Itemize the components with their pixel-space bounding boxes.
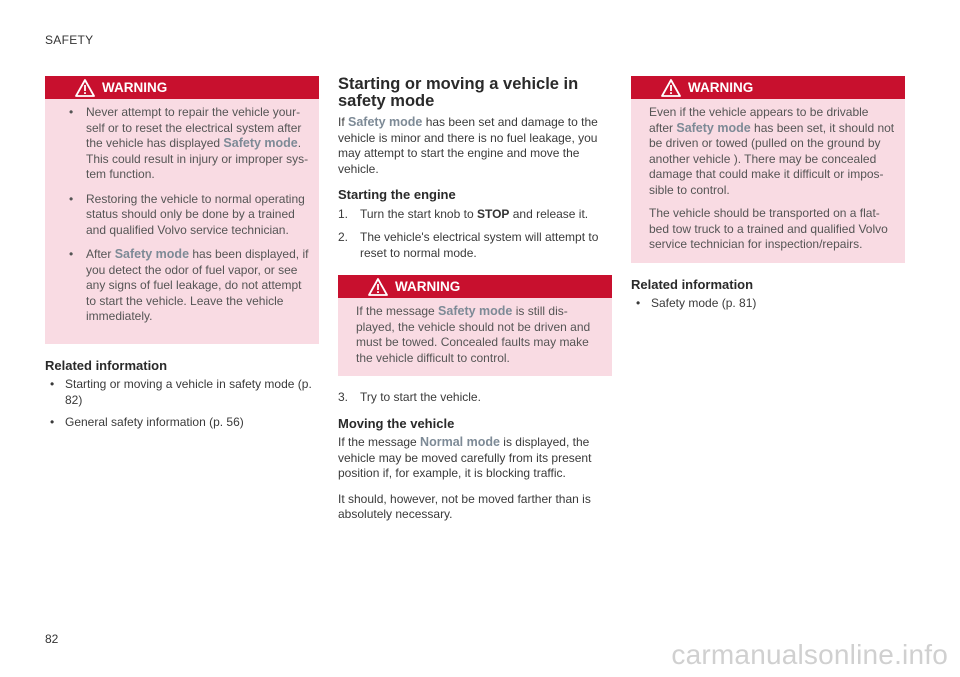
page-title: Starting or moving a vehicle in safety mode (338, 75, 579, 110)
related-information (631, 277, 905, 312)
intro-paragraph: If Safety mode has been set and damage to the vehicle is minor and there is no fuel leakage, you may attempt to start the engine and move the vehicle. (338, 115, 598, 176)
warning-title: WARNING (395, 278, 461, 294)
related-link[interactable]: • General safety information (p. 56) (45, 415, 319, 431)
moving-paragraph: It should, however, not be moved farther than is absolutely necessary. (338, 491, 591, 521)
step-item: 3. Try to start the vehicle. (338, 390, 481, 404)
safety-mode-term: Safety mode (223, 136, 298, 150)
warning-title: WARNING (688, 79, 754, 95)
related-link[interactable]: • Starting or moving a vehicle in safety mode (p. 82) (45, 377, 319, 408)
column-left (45, 76, 319, 431)
safety-mode-term: Safety mode (438, 304, 513, 318)
warning-box (338, 275, 612, 376)
column-middle (338, 76, 612, 533)
warning-title: WARNING (102, 79, 168, 95)
step-item: 2. The vehicle's electrical system will attempt to reset to normal mode. (338, 230, 599, 260)
moving-vehicle-heading: Moving the vehicle (338, 415, 455, 431)
watermark: carmanualsonline.info (671, 639, 948, 670)
warning-body: If the message Safety mode is still dis-played, the vehicle should not be driven and must be towed. Concealed faults may make the vehicle difficult to control. (356, 304, 591, 365)
related-link[interactable]: • Safety mode (p. 81) (631, 296, 905, 312)
warning-triangle-icon (75, 78, 95, 98)
normal-mode-term: Normal mode (420, 435, 500, 449)
warning-body: Even if the vehicle appears to be drivable after Safety mode has been set, it should not be driven or towed (pulled on the ground by another vehicle ). There may be concealed damage that could make it difficult or impos-sible to control. The vehicle should be transported on a flat-bed tow truck to a trained and qualified Volvo service technician for inspection/repairs. (649, 105, 895, 251)
warning-bullet: • Never attempt to repair the vehicle your-self or to reset the electrical system after the vehicle has displayed Safety mode. This could result in injury or improper sys-tem function. (63, 105, 309, 183)
page-number: 82 (45, 632, 59, 646)
warning-bullet: • After Safety mode has been displayed, if you detect the odor of fuel vapor, or see any signs of fuel leakage, do not attempt to start the vehicle. Leave the vehicle immediately. (63, 247, 309, 325)
starting-engine-heading: Starting the engine (338, 187, 456, 202)
moving-paragraph: If the message Normal mode is displayed, the vehicle may be moved carefully from its present position if, for example, it is blocking traffic. (338, 435, 592, 480)
warning-body (45, 99, 319, 344)
warning-triangle-icon (661, 78, 681, 98)
warning-box (631, 76, 905, 263)
step-item: 1. Turn the start knob to STOP and release it. (338, 206, 589, 221)
related-title: Related information (631, 276, 754, 292)
related-title: Related information (45, 357, 168, 373)
related-information (45, 358, 319, 431)
warning-header (45, 76, 319, 99)
column-right (631, 76, 905, 312)
warning-triangle-icon (368, 277, 388, 297)
warning-bullet: • Restoring the vehicle to normal operating status should only be done by a trained and qualified Volvo service technician. (63, 192, 309, 239)
safety-mode-term: Safety mode (676, 120, 751, 135)
warning-box (45, 76, 319, 344)
safety-mode-term: Safety mode (114, 247, 190, 261)
safety-mode-term: Safety mode (348, 115, 423, 129)
page-header-section: SAFETY (45, 33, 94, 47)
warning-header (631, 76, 905, 99)
warning-header (338, 275, 612, 298)
